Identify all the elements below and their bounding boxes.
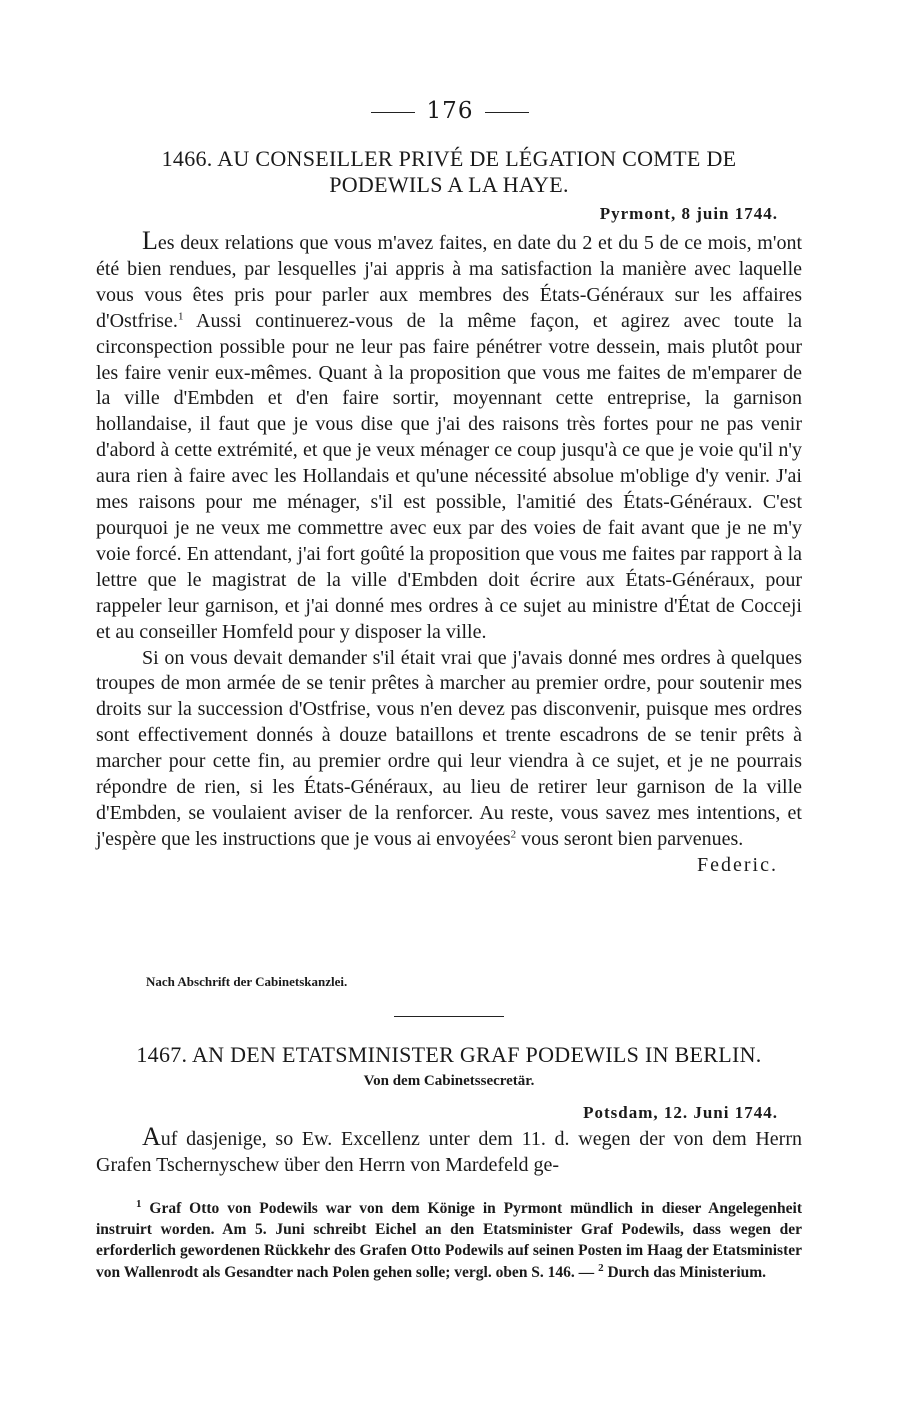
page-number bbox=[0, 98, 900, 124]
letter-1467-heading: 1467. AN DEN ETATSMINISTER GRAF PODEWILS IN BERLIN. bbox=[136, 1042, 762, 1067]
footnote-1-text: Graf Otto von Podewils war von dem Könige in Pyrmont mündlich in dieser Angelegenheit instruirt worden. Am 5. Juni schreibt Eichel an den Etatsminister Graf Podewils, dass wegen der erforderlich gewordenen Rückkehr des Grafen Otto Podewils auf seinen Posten im Haag der Etatsminister von Wallenrodt als Gesandter nach Polen gehen solle; vergl. oben S. 146. — bbox=[96, 1200, 802, 1281]
letter-1467-dateline: Potsdam, 12. Juni 1744. bbox=[583, 1103, 778, 1122]
source-note: Nach Abschrift der Cabinetskanzlei. bbox=[146, 974, 348, 989]
letter-1466-body bbox=[96, 228, 802, 879]
paragraph-text: uf dasjenige, so Ew. Excellenz unter dem 11. d. wegen der von dem Herrn Grafen Tschernyschew über den Herrn von Mardefeld ge- bbox=[96, 1128, 802, 1176]
paragraph-text: Si on vous devait demander s'il était vrai que j'avais donné mes ordres à quelques troupes de mon armée de se tenir prêtes à marcher au premier ordre, pour soutenir mes droits sur la succession d'Ostfrise, vous n'en devez pas disconvenir, puisque mes ordres sont effectivement donnés à douze bataillons et trente escadrons de se tenir prêts à marcher pour cette fin, au premier ordre qui leur viendra à ce sujet, et je ne pourrais répondre de rien, si les États-Généraux, au lieu de retirer leur garnison de la ville d'Embden, se voulaient aviser de la renforcer. Au reste, vous savez mes intentions, et j'espère que les instructions que je vous ai envoyées bbox=[96, 646, 802, 850]
footnote-mark-2: 2 bbox=[510, 828, 517, 841]
paragraph-text: es deux relations que vous m'avez faites, en date du 2 et du 5 de ce mois, m'ont été bien rendues, par lesquelles j'ai appris à ma satisfaction la manière avec laquelle vous vous êtes pris pour parler aux membres des États-Généraux sur les affaires d'Ostfrise. bbox=[96, 232, 802, 332]
letter-1466-heading-line1: 1466. AU CONSEILLER PRIVÉ DE LÉGATION COMTE DE bbox=[161, 146, 737, 171]
folio-dash-left bbox=[371, 112, 415, 113]
footnote bbox=[96, 1198, 802, 1283]
letter-1467-subheading: Von dem Cabinetssecretär. bbox=[363, 1073, 535, 1089]
letter-1466-paragraph-1 bbox=[96, 228, 802, 646]
dropcap: A bbox=[142, 1122, 161, 1151]
letter-1466-paragraph-2 bbox=[96, 646, 802, 876]
footnote-2-mark: 2 bbox=[598, 1261, 604, 1274]
letter-1467-paragraph-1 bbox=[96, 1124, 802, 1179]
footnote-mark-1: 1 bbox=[177, 310, 184, 323]
paragraph-text: Aussi continuerez-vous de la même façon, et agirez avec toute la circonspection possible pour ne leur pas faire pénétrer votre dessein, mais plutôt pour les faire venir eux-mêmes. Quant à la proposition que vous me faites de m'emparer de la ville d'Embden et d'en faire sortir, moyennant cette entreprise, la garnison hollandaise, il faut que je vous dise que j'ai des raisons très fortes pour ne pas venir d'abord à cette extrémité, et que je veux ménager ce coup jusqu'à ce que je voie qu'il n'y aura rien à faire avec les Hollandais et qu'une nécessité absolue m'oblige d'y venir. J'ai mes raisons pour me ménager, s'il est possible, l'amitié des États-Généraux. C'est pourquoi je ne veux me commettre avec eux par des voies de fait avant que je ne m'y voie forcé. En attendant, j'ai fort goûté la proposition que vous me faites par rapport à la lettre que le magistrat de la ville d'Embden doit écrire aux États-Généraux, pour rappeler leur garnison, et j'ai donné mes ordres à ce sujet au ministre d'État de Cocceji et au conseiller Homfeld pour y disposer la ville. bbox=[96, 309, 802, 643]
letter-1466-heading-line2: PODEWILS A LA HAYE. bbox=[329, 172, 569, 197]
section-divider bbox=[394, 1016, 504, 1017]
signature: Federic. bbox=[697, 853, 778, 876]
page-number-text: 176 bbox=[426, 98, 474, 124]
footnote-1-mark: 1 bbox=[136, 1197, 142, 1210]
letter-1467-body bbox=[96, 1124, 802, 1179]
dropcap: L bbox=[142, 226, 158, 255]
footnotes bbox=[96, 1198, 802, 1283]
letter-1466-heading bbox=[96, 146, 802, 198]
footnote-2-text: Durch das Ministerium. bbox=[603, 1263, 767, 1281]
letter-1466-dateline: Pyrmont, 8 juin 1744. bbox=[599, 204, 778, 223]
folio-dash-right bbox=[485, 112, 529, 113]
paragraph-text: vous seront bien parvenues. bbox=[516, 827, 744, 850]
